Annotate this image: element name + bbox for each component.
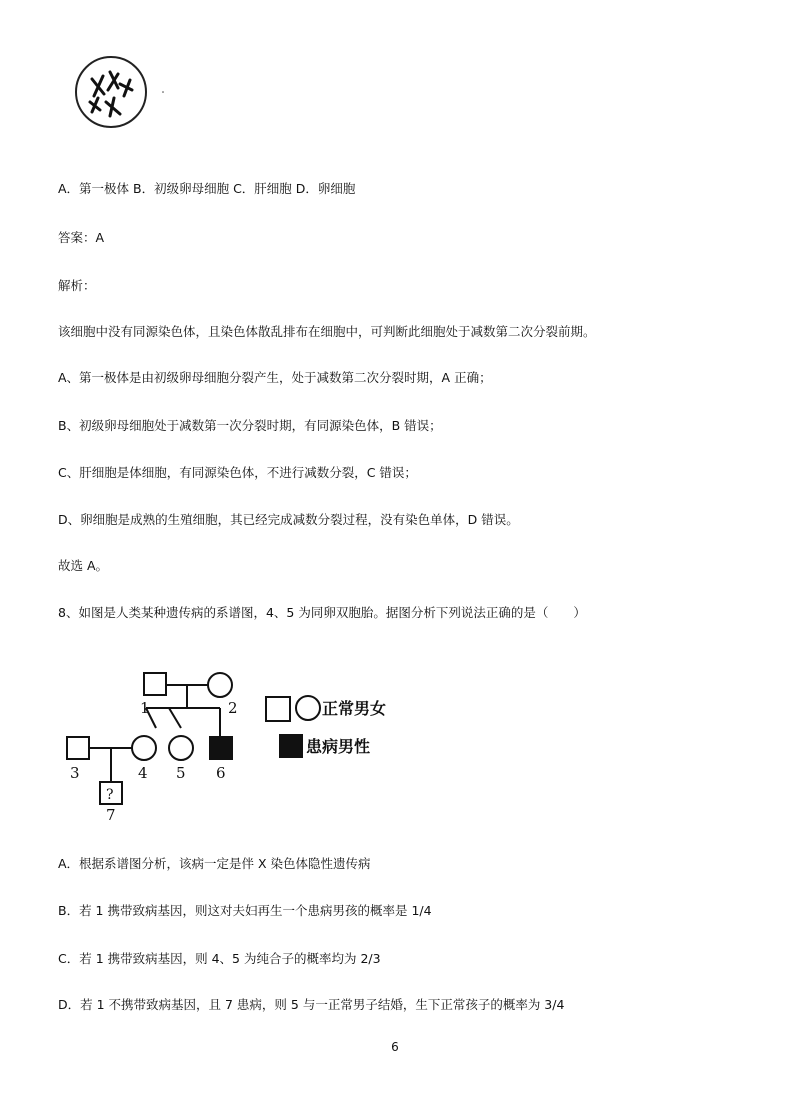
q7-analysis-line: D、卵细胞是成熟的生殖细胞，其已经完成减数分裂过程，没有染色单体，D 错误。	[58, 512, 519, 527]
label-2: 2	[228, 699, 238, 717]
q7-analysis-label: 解析：	[58, 278, 96, 293]
label-3: 3	[70, 764, 80, 782]
legend-normal-label: 正常男女	[322, 699, 387, 718]
q7-options: A．第一极体 B．初级卵母细胞 C．肝细胞 D．卵细胞	[58, 181, 356, 196]
individual-1-normal-male	[144, 673, 166, 695]
label-7: 7	[106, 806, 116, 824]
pedigree-chart	[56, 660, 406, 825]
q7-analysis-line: 该细胞中没有同源染色体，且染色体散乱排布在细胞中，可判断此细胞处于减数第二次分裂前期。	[58, 324, 596, 339]
unknown-mark: ?	[106, 787, 114, 803]
legend-normal-male-icon	[266, 697, 290, 721]
q7-analysis-line: A、第一极体是由初级卵母细胞分裂产生，处于减数第二次分裂时期，A 正确；	[58, 370, 492, 385]
individual-6-affected-male	[210, 737, 232, 759]
label-4: 4	[138, 764, 148, 782]
q7-analysis-line: B、初级卵母细胞处于减数第一次分裂时期，有同源染色体，B 错误；	[58, 418, 442, 433]
q7-conclusion: 故选 A。	[58, 558, 109, 573]
label-1: 1	[140, 699, 150, 717]
q8-option-a: A．根据系谱图分析，该病一定是伴 X 染色体隐性遗传病	[58, 856, 371, 871]
q7-analysis-line: C、肝细胞是体细胞，有同源染色体，不进行减数分裂，C 错误；	[58, 465, 417, 480]
q7-answer: 答案：A	[58, 230, 105, 245]
individual-2-normal-female	[208, 673, 232, 697]
dot-mark	[162, 91, 164, 93]
q8-stem: 8、如图是人类某种遗传病的系谱图，4、5 为同卵双胞胎。据图分析下列说法正确的是（ ）	[58, 605, 586, 620]
cell-diagram	[70, 54, 170, 134]
individual-3-normal-male	[67, 737, 89, 759]
legend-normal-female-icon	[296, 696, 320, 720]
legend-affected-male-icon	[280, 735, 302, 757]
q8-option-d: D．若 1 不携带致病基因，且 7 患病，则 5 与一正常男子结婚，生下正常孩子的概率为 3/4	[58, 997, 565, 1012]
individual-5-normal-female	[169, 736, 193, 760]
descent-line	[169, 708, 181, 728]
q8-option-b: B．若 1 携带致病基因，则这对夫妇再生一个患病男孩的概率是 1/4	[58, 903, 432, 918]
q8-option-c: C．若 1 携带致病基因，则 4、5 为纯合子的概率均为 2/3	[58, 951, 381, 966]
label-5: 5	[176, 764, 186, 782]
chromosomes	[90, 72, 132, 116]
legend-affected-label: 患病男性	[306, 737, 371, 756]
individual-4-normal-female	[132, 736, 156, 760]
page-number: 6	[391, 1040, 399, 1054]
label-6: 6	[216, 764, 226, 782]
